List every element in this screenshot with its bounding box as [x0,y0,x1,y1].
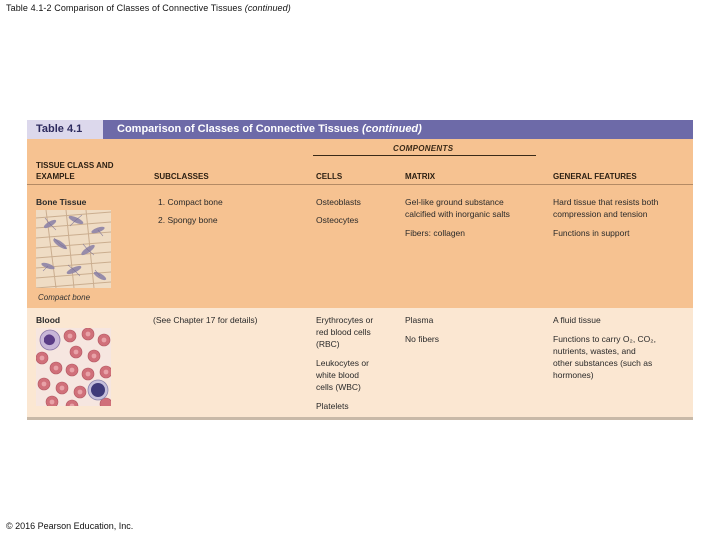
copyright-notice: © 2016 Pearson Education, Inc. [6,521,134,531]
slide-title [6,3,291,13]
blood-feature-line2: Functions to carry O₂, CO₂, [553,334,656,344]
compact-bone-micrograph [36,210,111,288]
column-header-rule [27,184,693,185]
slide-title-suffix: (continued) [244,3,291,13]
blood-matrix-fibers: No fibers [405,334,440,344]
compact-bone-caption: Compact bone [38,293,91,302]
bone-subclass-2: 2. Spongy bone [158,215,218,225]
blood-subclass: (See Chapter 17 for details) [153,315,258,325]
table-title [117,120,422,139]
bone-feature-line1: Hard tissue that resists both [553,197,659,207]
bone-subclass-1: 1. Compact bone [158,197,223,207]
blood-feature-line1: A fluid tissue [553,315,601,325]
blood-feature-line3: nutrients, wastes, and [553,346,636,356]
blood-cell-platelets: Platelets [316,401,349,411]
blood-cells-icon [36,328,111,406]
bone-cell-osteocytes: Osteocytes [316,215,359,225]
tissue-name-bone: Bone Tissue [36,197,87,207]
column-header-features: GENERAL FEATURES [553,172,637,181]
column-header-cells: CELLS [316,172,343,181]
connective-tissue-table [27,120,693,420]
blood-smear-micrograph [36,328,111,406]
blood-cell-line5: white blood [316,370,360,380]
blood-cell-line3: (RBC) [316,339,340,349]
components-label: COMPONENTS [393,144,454,153]
column-header-tissue-line2: EXAMPLE [36,172,75,181]
table-bottom-rule [27,417,693,420]
components-rule [313,155,536,156]
column-header-tissue [36,160,114,182]
column-header-subclasses: SUBCLASSES [154,172,209,181]
blood-cell-line4: Leukocytes or [316,358,369,368]
bone-matrix-fibers: Fibers: collagen [405,228,466,238]
blood-cell-line6: cells (WBC) [316,382,361,392]
bone-feature-line2: compression and tension [553,209,648,219]
compact-bone-icon [36,210,111,288]
blood-cell-line2: red blood cells [316,327,371,337]
table-number: Table 4.1 [27,120,103,139]
blood-feature-line5: hormones) [553,370,594,380]
tissue-name-blood: Blood [36,315,61,325]
bone-cell-osteoblasts: Osteoblasts [316,197,361,207]
table-title-text: Comparison of Classes of Connective Tissues [117,123,359,135]
bone-matrix-line2: calcified with inorganic salts [405,209,510,219]
table-title-suffix: (continued) [361,123,422,135]
slide-title-text: Table 4.1-2 Comparison of Classes of Connective Tissues [6,3,243,13]
bone-feature-line3: Functions in support [553,228,630,238]
bone-matrix-line1: Gel-like ground substance [405,197,504,207]
column-header-tissue-line1: TISSUE CLASS AND [36,161,114,170]
blood-cell-line1: Erythrocytes or [316,315,374,325]
column-header-matrix: MATRIX [405,172,436,181]
blood-feature-line4: other substances (such as [553,358,653,368]
bone-row-background [27,139,693,308]
blood-matrix-plasma: Plasma [405,315,434,325]
